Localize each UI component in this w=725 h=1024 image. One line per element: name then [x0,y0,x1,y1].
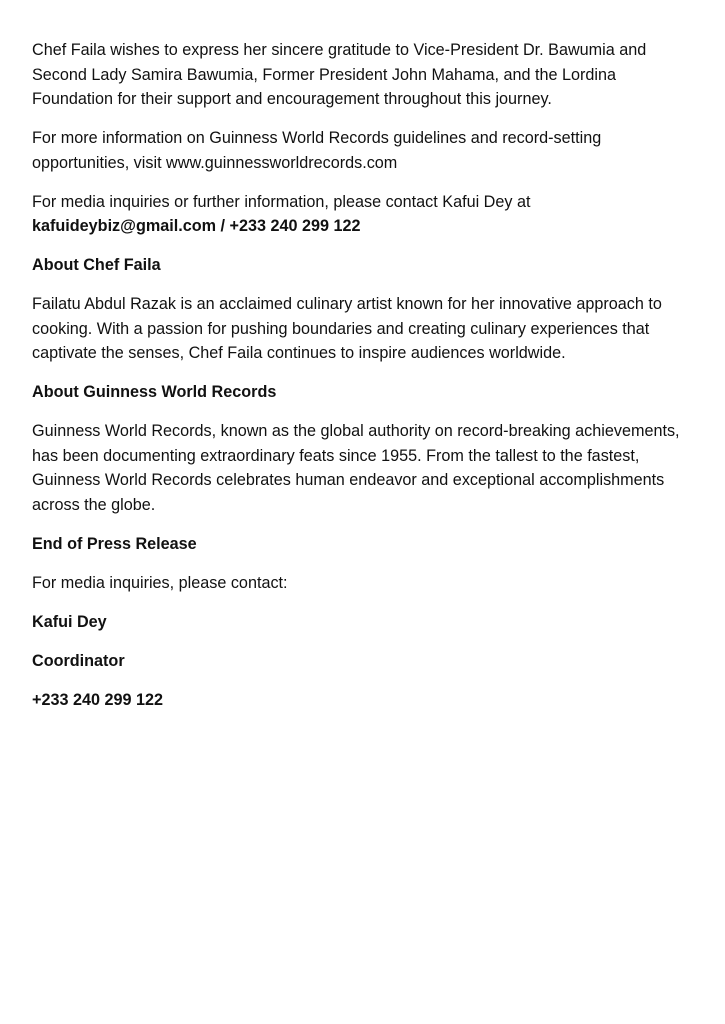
media-inquiries-intro: For media inquiries or further information, please contact Kafui Dey at [32,192,531,211]
media-contact-details: kafuideybiz@gmail.com / +233 240 299 122 [32,217,361,235]
contact-name: Kafui Dey [32,612,107,631]
contact-role: Coordinator [32,651,125,670]
contact-intro: For media inquiries, please contact: [32,573,288,592]
media-inquiries-paragraph [32,190,692,239]
press-release-page [32,38,692,727]
about-gwr-paragraph: Guinness World Records, known as the global authority on record-breaking achievements, has been documenting extraordinary feats since 1955. From the tallest to the fastest, Guinness World Records celebrates human endeavor and exceptional accomplishments across the globe. [32,422,680,514]
about-gwr-heading: About Guinness World Records [32,383,277,401]
end-of-release-heading: End of Press Release [32,534,197,553]
gratitude-paragraph: Chef Faila wishes to express her sincere gratitude to Vice-President Dr. Bawumia and Second Lady Samira Bawumia, Former President John Mahama, and the Lordina Foundation for their support and encouragement throughout this journey. [32,41,647,108]
more-info-paragraph: For more information on Guinness World Records guidelines and record-setting opportunities, visit www.guinnessworldrecords.com [32,129,602,172]
about-chef-heading: About Chef Faila [32,256,161,274]
contact-phone: +233 240 299 122 [32,690,163,709]
about-chef-paragraph: Failatu Abdul Razak is an acclaimed culinary artist known for her innovative approach to cooking. With a passion for pushing boundaries and creating culinary experiences that captivate the senses, Chef Faila continues to inspire audiences worldwide. [32,295,662,362]
